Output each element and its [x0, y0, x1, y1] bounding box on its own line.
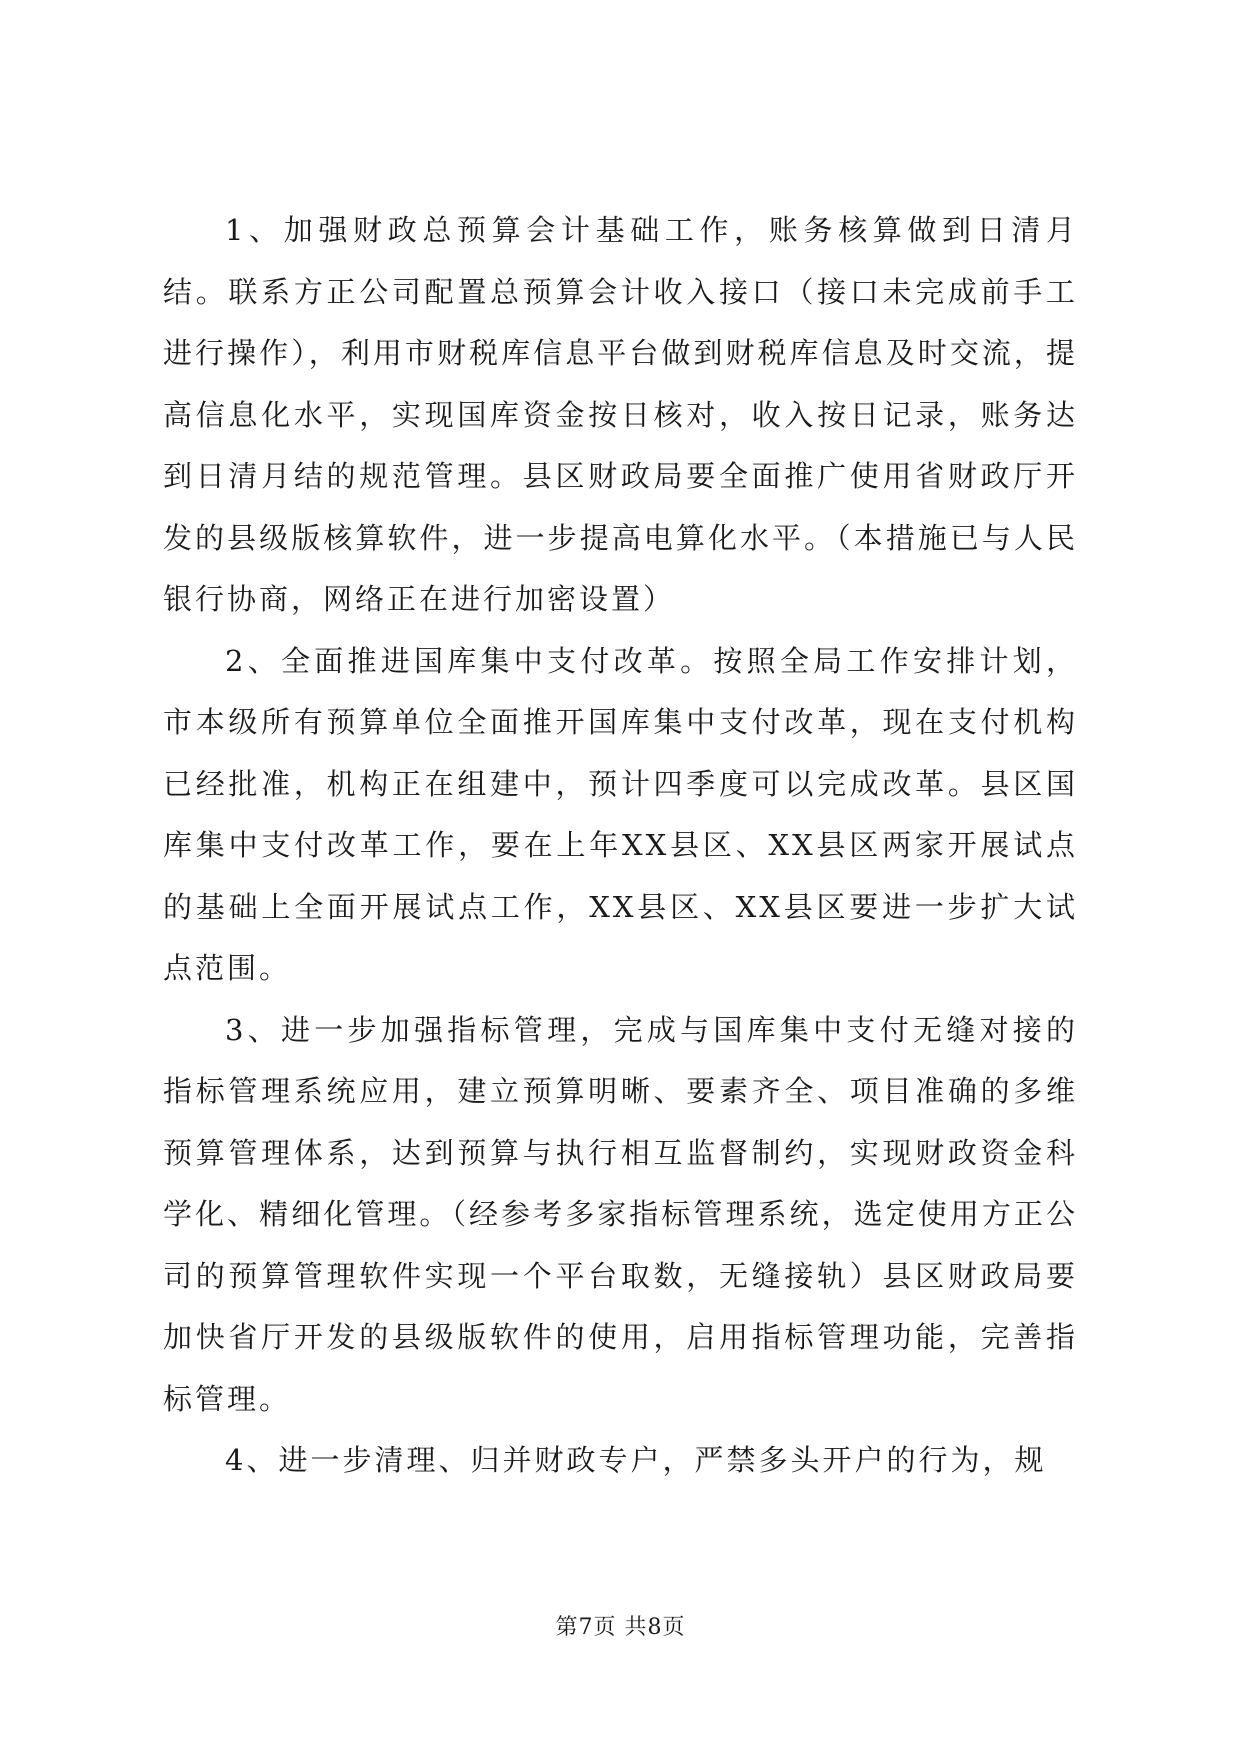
paragraph-4: 4、进一步清理、归并财政专户，严禁多头开户的行为，规 [225, 1443, 1047, 1477]
document-body [163, 200, 1078, 1492]
paragraph-3: 3、进一步加强指标管理，完成与国库集中支付无缝对接的指标管理系统应用，建立预算明晰、要素齐全、项目准确的多维预算管理体系，达到预算与执行相互监督制约，实现财政资金科学化、精细化管理。（经参考多家指标管理系统，选定使用方正公司的预算管理软件实现一个平台取数，无缝接轨）县区财政局要加快省厅开发的县级版软件的使用，启用指标管理功能，完善指标管理。 [163, 1012, 1078, 1416]
page-footer: 第7页 共8页 [555, 1615, 686, 1640]
paragraph-2: 2、全面推进国库集中支付改革。按照全局工作安排计划，市本级所有预算单位全面推开国库集中支付改革，现在支付机构已经批准，机构正在组建中，预计四季度可以完成改革。县区国库集中支付改革工作，要在上年XX县区、XX县区两家开展试点的基础上全面开展试点工作，XX县区、XX县区要进一步扩大试点范围。 [163, 643, 1078, 985]
paragraph-1: 1、加强财政总预算会计基础工作，账务核算做到日清月结。联系方正公司配置总预算会计收入接口（接口未完成前手工进行操作），利用市财税库信息平台做到财税库信息及时交流，提高信息化水平，实现国库资金按日核对，收入按日记录，账务达到日清月结的规范管理。县区财政局要全面推广使用省财政厅开发的县级版核算软件，进一步提高电算化水平。（本措施已与人民银行协商，网络正在进行加密设置） [163, 213, 1078, 616]
